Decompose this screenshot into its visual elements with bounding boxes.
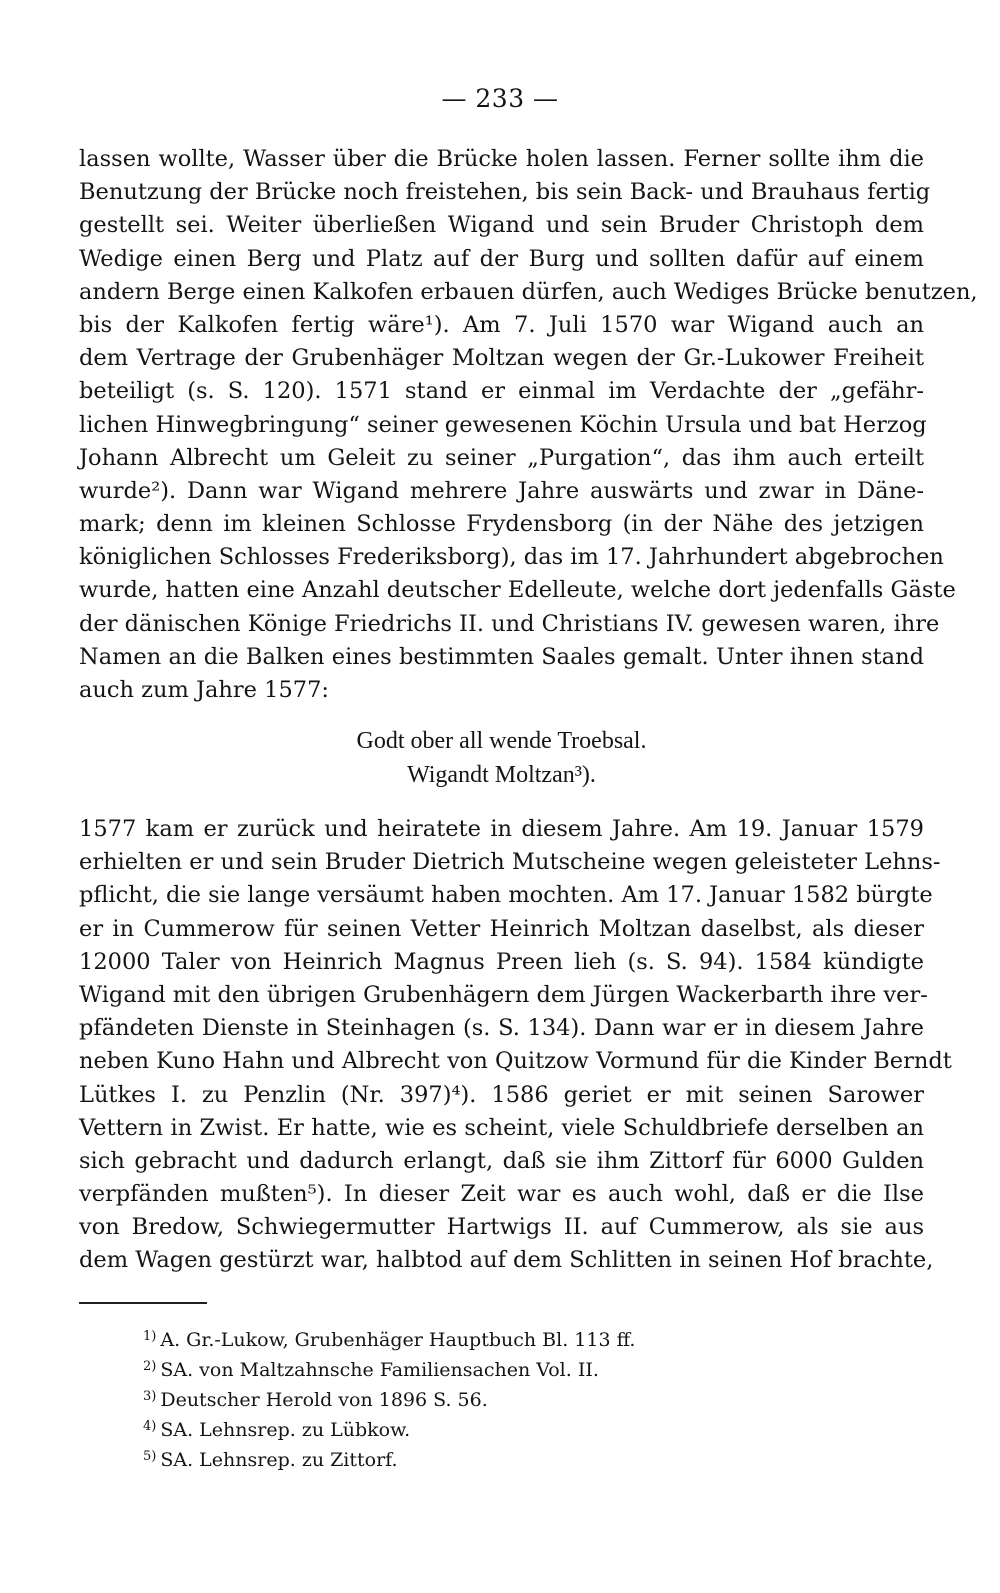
text-line: der dänischen Könige Friedrichs II. und Christians IV. gewesen waren, ihre [79,610,940,637]
main-paragraph [79,143,978,707]
inscription-line: Godt ober all wende Troebsal. [356,728,647,754]
text-line: 12000 Taler von Heinrich Magnus Preen lieh (s. S. 94). 1584 kündigte [79,948,924,975]
footnote-mark: 2) [143,1359,157,1374]
text-line: gestellt sei. Weiter überließen Wigand und sein Bruder Christoph dem [79,212,924,239]
text-line: königlichen Schlosses Frederiksborg), das im 17. Jahrhundert abgebrochen [79,544,944,571]
footnote-text: Deutscher Herold von 1896 S. 56. [160,1389,488,1411]
inscription-signature: Wigandt Moltzan³). [407,762,596,788]
text-line: neben Kuno Hahn und Albrecht von Quitzow Vormund für die Kinder Berndt [79,1048,952,1075]
text-line: von Bredow, Schwiegermutter Hartwigs II. auf Cummerow, als sie aus [79,1214,924,1241]
footnote [143,1352,903,1382]
text-line: bis der Kalkofen fertig wäre¹). Am 7. Juli 1570 war Wigand auch an [79,311,924,338]
text-line: Johann Albrecht um Geleit zu seiner „Purgation“, das ihm auch erteilt [79,444,924,471]
text-line: beteiligt (s. S. 120). 1571 stand er einmal im Verdachte der „gefähr- [79,378,924,405]
text-line: dem Wagen gestürzt war, halbtod auf dem Schlitten in seinen Hof brachte, [79,1247,934,1274]
text-line: mark; denn im kleinen Schlosse Frydensborg (in der Nähe des jetzigen [79,511,924,538]
footnote-text: SA. von Maltzahnsche Familiensachen Vol. II. [160,1359,599,1381]
text-line: wurde²). Dann war Wigand mehrere Jahre auswärts und zwar in Däne- [79,477,924,504]
text-line: 1577 kam er zurück und heiratete in diesem Jahre. Am 19. Januar 1579 [79,816,924,842]
text-line: wurde, hatten eine Anzahl deutscher Edelleute, welche dort jedenfalls Gäste [79,577,956,604]
text-line: er in Cummerow für seinen Vetter Heinrich Moltzan daselbst, als dieser [79,915,924,942]
text-line: auch zum Jahre 1577: [79,677,329,703]
footnotes [143,1322,903,1472]
footnote [143,1322,903,1352]
footnote [143,1412,903,1442]
text-line: Namen an die Balken eines bestimmten Saales gemalt. Unter ihnen stand [79,643,924,670]
footnote-text: A. Gr.-Lukow, Grubenhäger Hauptbuch Bl. 113 ff. [160,1329,636,1351]
footnote-text: SA. Lehnsrep. zu Lübkow. [160,1419,411,1441]
footnote [143,1382,903,1412]
text-line: lassen wollte, Wasser über die Brücke holen lassen. Ferner sollte ihm die [79,146,924,172]
text-line: andern Berge einen Kalkofen erbauen dürfen, auch Wediges Brücke benutzen, [79,278,978,305]
page-number: — 233 — [441,84,559,113]
footnote-mark: 1) [143,1329,157,1344]
text-line: sich gebracht und dadurch erlangt, daß sie ihm Zittorf für 6000 Gulden [79,1147,924,1174]
text-line: pfändeten Dienste in Steinhagen (s. S. 134). Dann war er in diesem Jahre [79,1015,924,1042]
footnote-mark: 3) [143,1389,157,1404]
text-line: lichen Hinwegbringung“ seiner gewesenen Köchin Ursula und bat Herzog [79,411,927,438]
text-line: Vettern in Zwist. Er hatte, wie es scheint, viele Schuldbriefe derselben an [79,1114,924,1141]
text-line: dem Vertrage der Grubenhäger Moltzan wegen der Gr.-Lukower Freiheit [79,345,924,372]
text-line: pflicht, die sie lange versäumt haben mochten. Am 17. Januar 1582 bürgte [79,882,933,909]
text-line: Lütkes I. zu Penzlin (Nr. 397)⁴). 1586 geriet er mit seinen Sarower [79,1081,924,1108]
text-line: Wigand mit den übrigen Grubenhägern dem Jürgen Wackerbarth ihre ver- [79,981,928,1008]
footnote-mark: 4) [143,1419,157,1434]
text-line: Wedige einen Berg und Platz auf der Burg und sollten dafür auf einem [79,245,924,272]
footnote-text: SA. Lehnsrep. zu Zittorf. [160,1449,398,1471]
second-paragraph [79,813,952,1278]
footnote-mark: 5) [143,1449,157,1464]
text-line: erhielten er und sein Bruder Dietrich Mutscheine wegen geleisteter Lehns- [79,849,941,876]
footnote-divider [79,1302,207,1304]
text-line: Benutzung der Brücke noch freistehen, bis sein Back- und Brauhaus fertig [79,179,931,206]
footnote [143,1442,903,1472]
text-line: verpfänden mußten⁵). In dieser Zeit war es auch wohl, daß er die Ilse [79,1181,924,1208]
